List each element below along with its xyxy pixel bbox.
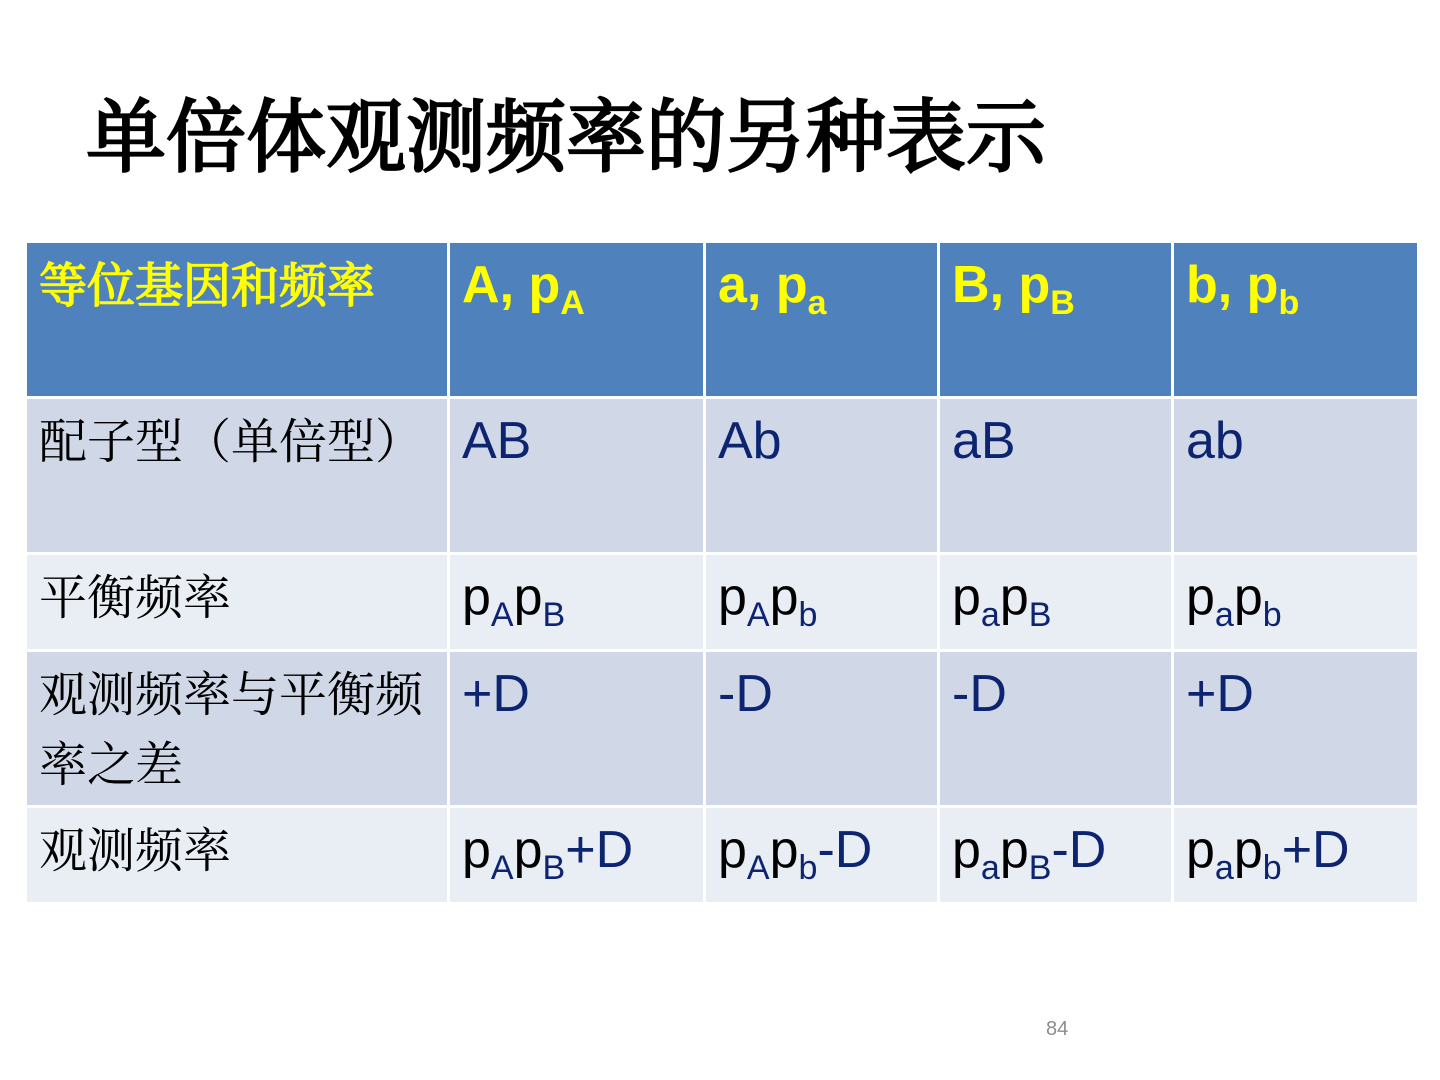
freq-symbol: p <box>1246 256 1279 314</box>
freq-symbol: p <box>462 821 491 879</box>
disequilibrium-term: +D <box>1281 821 1350 879</box>
difference-cell: +D <box>449 651 705 807</box>
separator: , <box>1217 256 1247 314</box>
freq-subscript: b <box>798 596 818 634</box>
equilibrium-cell <box>1173 554 1419 651</box>
freq-subscript: a <box>980 849 1000 887</box>
freq-symbol: p <box>1233 821 1263 879</box>
freq-subscript: a <box>1214 849 1234 887</box>
freq-subscript: a <box>980 596 1000 634</box>
freq-symbol: p <box>775 256 808 314</box>
freq-symbol: p <box>1233 568 1263 626</box>
freq-symbol: p <box>718 568 747 626</box>
row-label: 观测频率与平衡频率之差 <box>26 651 449 807</box>
freq-subscript: B <box>542 849 566 887</box>
freq-subscript: a <box>1214 596 1234 634</box>
freq-subscript: b <box>1262 596 1282 634</box>
allele-name: a <box>718 256 747 314</box>
page-number: 84 <box>1046 1018 1069 1040</box>
freq-subscript: A <box>746 596 770 634</box>
freq-subscript: b <box>1278 284 1300 322</box>
header-cell <box>1173 242 1419 398</box>
equilibrium-row <box>26 554 1419 651</box>
freq-symbol: p <box>952 821 981 879</box>
freq-subscript: A <box>490 596 514 634</box>
haplotype-cell: aB <box>939 398 1173 554</box>
separator: , <box>746 256 776 314</box>
freq-subscript: A <box>490 849 514 887</box>
freq-symbol: p <box>513 568 543 626</box>
freq-symbol: p <box>999 568 1029 626</box>
header-cell <box>449 242 705 398</box>
allele-name: B <box>952 256 990 314</box>
row-label: 观测频率 <box>26 807 449 904</box>
separator: , <box>499 256 529 314</box>
freq-subscript: b <box>798 849 818 887</box>
observed-cell <box>1173 807 1419 904</box>
freq-symbol: p <box>462 568 491 626</box>
slide-title: 单倍体观测频率的另种表示 <box>86 91 1046 184</box>
freq-symbol: p <box>769 821 799 879</box>
difference-row <box>26 651 1419 807</box>
freq-subscript: B <box>1028 596 1052 634</box>
header-cell <box>705 242 939 398</box>
freq-subscript: b <box>1262 849 1282 887</box>
equilibrium-cell <box>705 554 939 651</box>
haplotype-cell: Ab <box>705 398 939 554</box>
equilibrium-cell <box>449 554 705 651</box>
freq-subscript: A <box>560 284 585 322</box>
haplotype-cell: AB <box>449 398 705 554</box>
allele-name: b <box>1186 256 1218 314</box>
haplotype-cell: ab <box>1173 398 1419 554</box>
freq-symbol: p <box>952 568 981 626</box>
freq-symbol: p <box>1186 821 1215 879</box>
freq-symbol: p <box>999 821 1029 879</box>
allele-name: A <box>462 256 500 314</box>
row-label: 配子型（单倍型） <box>26 398 449 554</box>
haplotype-row <box>26 398 1419 554</box>
observed-cell <box>449 807 705 904</box>
difference-cell: -D <box>705 651 939 807</box>
row-label: 平衡频率 <box>26 554 449 651</box>
freq-subscript: B <box>1050 284 1075 322</box>
header-cell <box>939 242 1173 398</box>
equilibrium-cell <box>939 554 1173 651</box>
freq-symbol: p <box>1018 256 1051 314</box>
header-label-cell: 等位基因和频率 <box>26 242 449 398</box>
freq-symbol: p <box>769 568 799 626</box>
observed-row <box>26 807 1419 904</box>
freq-symbol: p <box>718 821 747 879</box>
disequilibrium-term: -D <box>817 821 873 879</box>
freq-symbol: p <box>528 256 561 314</box>
freq-symbol: p <box>513 821 543 879</box>
freq-subscript: B <box>1028 849 1052 887</box>
freq-subscript: B <box>542 596 566 634</box>
observed-cell <box>705 807 939 904</box>
disequilibrium-term: +D <box>565 821 634 879</box>
separator: , <box>989 256 1019 314</box>
difference-cell: -D <box>939 651 1173 807</box>
freq-subscript: a <box>807 284 827 322</box>
observed-cell <box>939 807 1173 904</box>
freq-subscript: A <box>746 849 770 887</box>
header-row <box>26 242 1419 398</box>
difference-cell: +D <box>1173 651 1419 807</box>
freq-symbol: p <box>1186 568 1215 626</box>
haplotype-frequency-table <box>24 240 1420 905</box>
disequilibrium-term: -D <box>1051 821 1107 879</box>
